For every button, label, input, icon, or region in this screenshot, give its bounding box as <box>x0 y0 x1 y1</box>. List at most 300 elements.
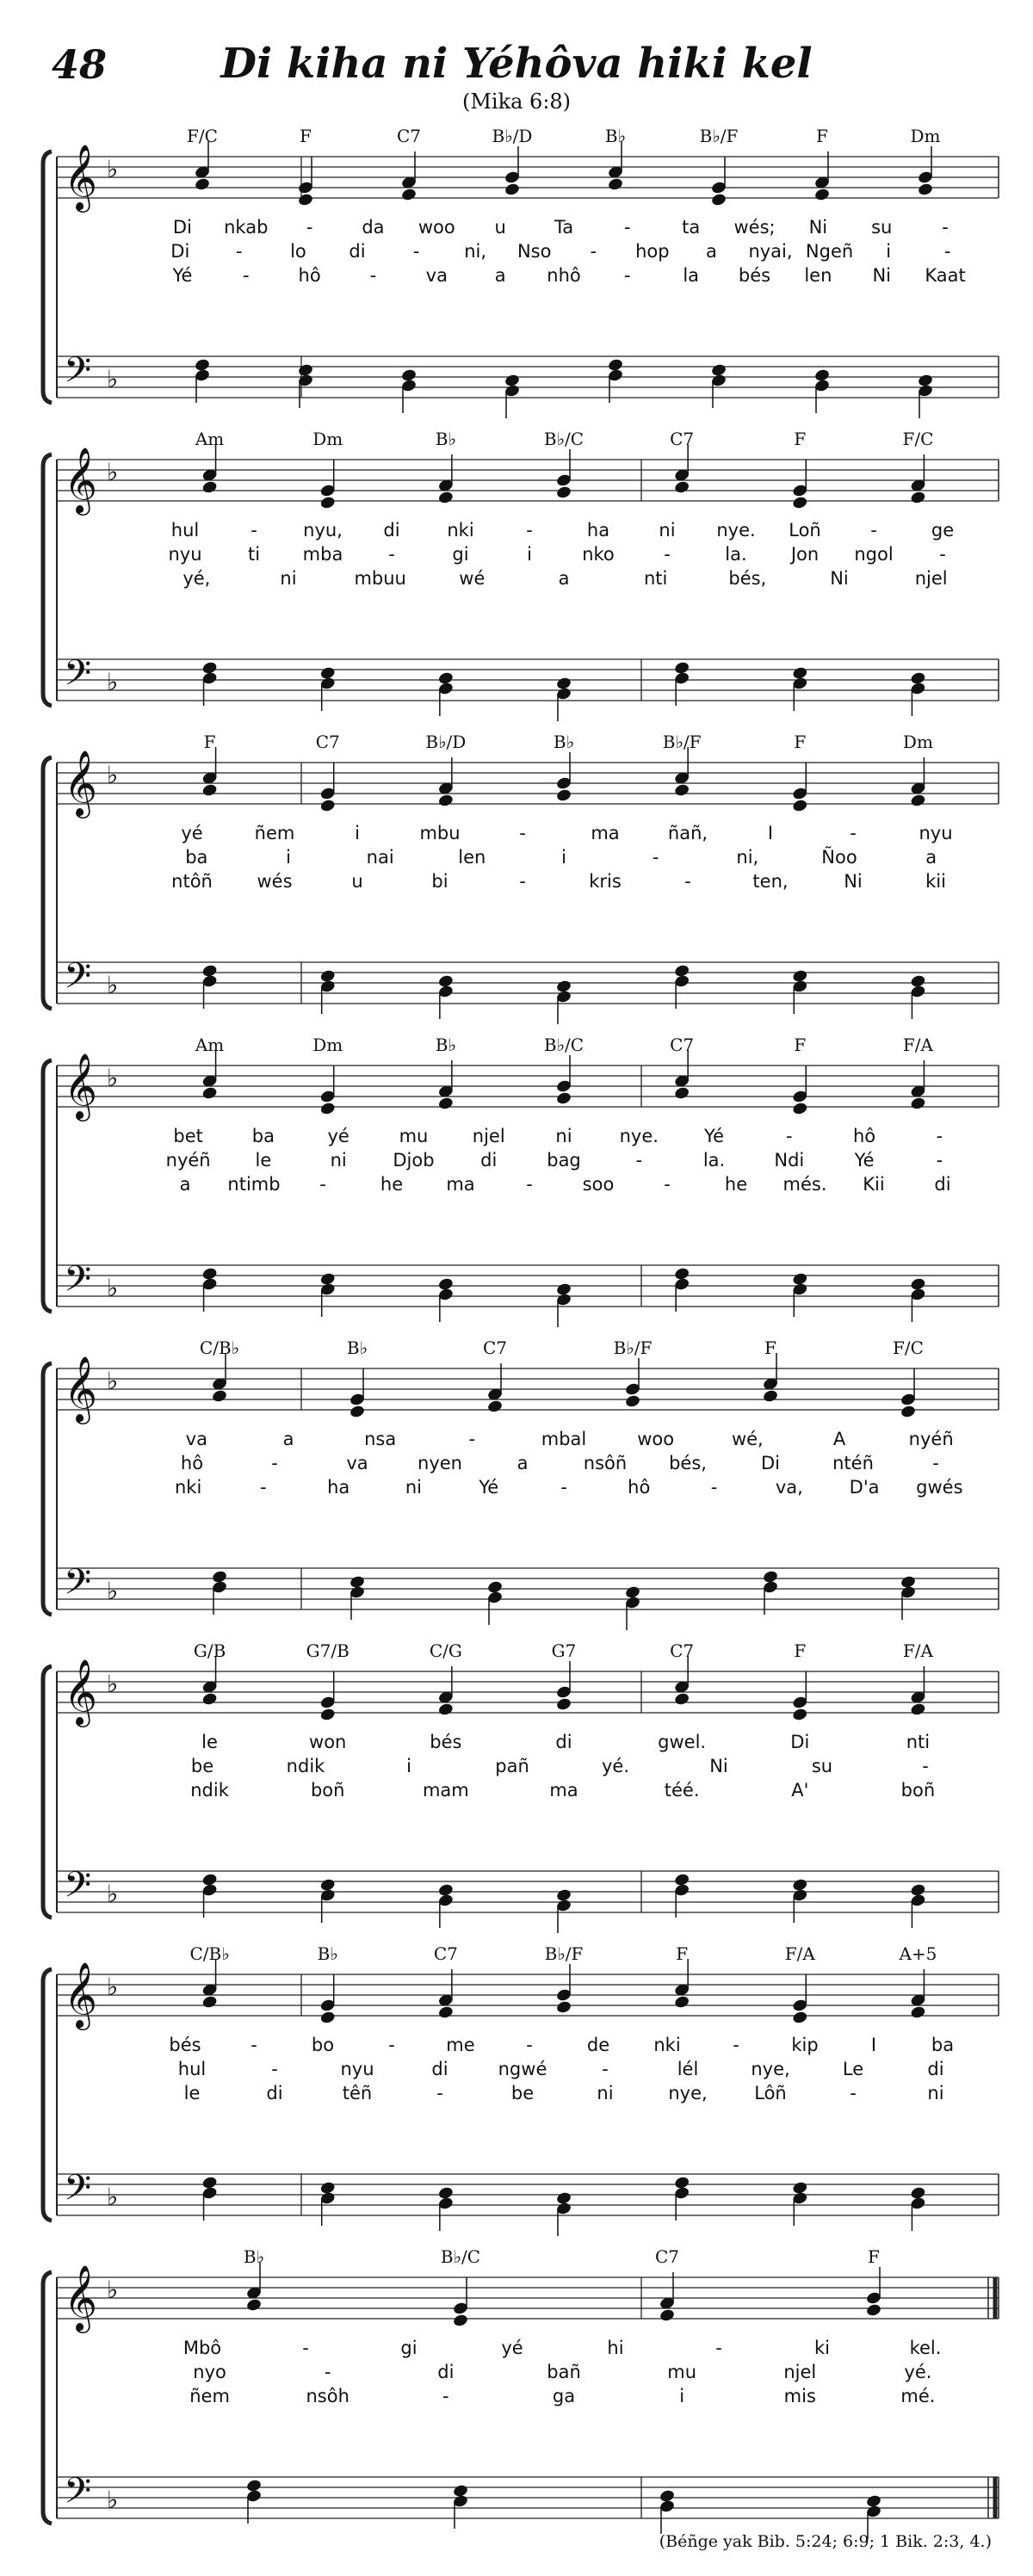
chord-symbol: F <box>868 2246 880 2267</box>
lyric-verse-2: i <box>886 241 892 262</box>
lyric-verse-2: a <box>925 847 937 868</box>
lyric-verse-3: - <box>624 265 631 286</box>
chord-symbol: C7 <box>670 1640 695 1661</box>
lyric-verse-1: I <box>870 2035 877 2055</box>
lyric-verse-1: - <box>468 1429 476 1449</box>
lyric-verse-3: len <box>804 265 832 286</box>
chord-symbol: C/B♭ <box>199 1337 240 1358</box>
lyric-verse-1: njel <box>472 1126 505 1146</box>
lyric-verse-2: la. <box>725 544 747 565</box>
lyric-verse-3: gwés <box>916 1477 963 1498</box>
lyric-verse-1: ba <box>251 1126 275 1146</box>
music-system <box>0 1035 1033 1335</box>
lyric-verse-3: ha <box>327 1477 350 1498</box>
lyric-verse-1: ni <box>555 1126 572 1146</box>
lyric-verse-1: - <box>715 2338 722 2358</box>
lyric-verse-1: nki <box>653 2035 681 2055</box>
lyric-verse-3: yé, <box>182 568 211 589</box>
lyric-verse-3: Kaat <box>925 265 966 286</box>
lyric-verse-3: A' <box>791 1780 809 1801</box>
lyric-verse-1: - <box>526 520 533 541</box>
lyric-verse-1: di <box>555 1732 572 1752</box>
chord-symbol: C7 <box>433 1943 458 1964</box>
lyric-verse-3: têñ <box>342 2083 373 2103</box>
lyric-verse-1: yé <box>181 823 203 843</box>
lyric-verse-3: téé. <box>664 1780 700 1801</box>
lyric-verse-3: nki <box>174 1477 202 1498</box>
lyric-verse-1: yé <box>501 2338 523 2358</box>
lyric-verse-3: njel <box>914 568 948 589</box>
chord-symbol: B♭/D <box>425 732 467 752</box>
chord-symbol: B♭ <box>346 1337 368 1358</box>
lyric-verse-2: - <box>943 241 951 262</box>
lyric-verse-3: nhô <box>547 265 581 286</box>
lyric-verse-3: boñ <box>900 1780 936 1801</box>
chord-symbol: F/C <box>902 429 934 449</box>
lyric-verse-2: - <box>652 847 659 868</box>
lyric-verse-2: Ni <box>709 1756 728 1776</box>
lyric-verse-2: - <box>635 1150 643 1171</box>
lyric-verse-2: ni <box>330 1150 347 1171</box>
staff-graphic <box>0 735 1033 1032</box>
lyric-verse-2: - <box>388 544 395 565</box>
lyric-verse-1: ta <box>682 217 701 238</box>
svg-text:𝄞: 𝄞 <box>64 2264 98 2331</box>
chord-symbol: B♭/C <box>543 429 585 449</box>
song-title: Di kiha ni Yéhôva hiki kel <box>220 40 813 88</box>
lyric-verse-1: va <box>185 1429 207 1449</box>
chord-symbol: F/C <box>187 126 218 146</box>
lyric-verse-1: nki <box>447 520 474 541</box>
chord-symbol: C7 <box>654 2246 680 2267</box>
chord-symbol: F/A <box>784 1943 815 1964</box>
chord-symbol: C7 <box>670 429 695 449</box>
svg-text:♭: ♭ <box>107 1880 119 1908</box>
chord-symbol: C7 <box>482 1337 508 1358</box>
svg-text:𝄞: 𝄞 <box>64 447 98 513</box>
lyric-verse-1: nye. <box>619 1126 659 1146</box>
lyric-verse-1: yé <box>327 1126 349 1146</box>
lyric-verse-1: nti <box>906 1732 931 1752</box>
svg-text:♭: ♭ <box>107 458 119 486</box>
lyric-verse-1: Di <box>172 217 192 238</box>
lyric-verse-2: i <box>527 544 532 565</box>
lyric-verse-3: - <box>436 2083 443 2103</box>
lyric-verse-2: hô <box>180 1453 204 1473</box>
lyric-verse-2: - <box>939 544 946 565</box>
lyric-verse-2: nyo <box>193 2362 226 2382</box>
lyric-verse-2: nko <box>582 544 615 565</box>
lyric-verse-1: woo <box>637 1429 675 1449</box>
lyric-verse-1: da <box>362 217 385 238</box>
lyric-verse-3: Ni <box>872 265 891 286</box>
lyric-verse-1: nyéñ <box>908 1429 954 1449</box>
lyric-verse-2: bañ <box>547 2362 581 2382</box>
svg-text:𝄢: 𝄢 <box>64 652 92 702</box>
lyric-verse-2: i <box>406 1756 411 1776</box>
lyric-verse-2: va <box>346 1453 368 1473</box>
music-system <box>0 429 1033 729</box>
lyric-verse-3: hô <box>298 265 321 286</box>
lyric-verse-2: le <box>255 1150 272 1171</box>
bible-references: (Béñge yak Bib. 5:24; 6:9; 1 Bik. 2:3, 4.) <box>659 2532 992 2551</box>
lyric-verse-2: Di <box>760 1453 781 1473</box>
svg-text:♭: ♭ <box>107 155 119 183</box>
lyric-verse-3: nti <box>643 568 668 589</box>
lyric-verse-2: nyu <box>168 544 202 565</box>
lyric-verse-1: su <box>871 217 893 238</box>
music-system <box>0 2246 1033 2547</box>
lyric-verse-1: hi <box>607 2338 624 2358</box>
lyric-verse-3: i <box>679 2386 685 2406</box>
lyric-verse-1: bet <box>173 1126 203 1146</box>
lyric-verse-1: wé, <box>731 1429 764 1449</box>
lyric-verse-3: ma <box>446 1174 475 1195</box>
lyric-verse-1: nyu, <box>303 520 343 541</box>
chord-symbol: F <box>794 732 807 752</box>
chord-symbol: Dm <box>312 429 343 449</box>
lyric-verse-2: a <box>516 1453 529 1473</box>
lyric-verse-3: més. <box>782 1174 827 1195</box>
chord-symbol: C7 <box>396 126 422 146</box>
lyric-verse-3: bés, <box>728 568 767 589</box>
lyric-verse-3: mbuu <box>354 568 406 589</box>
lyric-verse-3: bés <box>738 265 771 286</box>
staff-graphic <box>0 432 1033 729</box>
chord-symbol: B♭/F <box>613 1337 653 1358</box>
lyric-verse-2: a <box>705 241 717 262</box>
lyric-verse-3: kii <box>925 871 946 892</box>
lyric-verse-1: - <box>519 823 526 843</box>
chord-symbol: B♭ <box>435 429 456 449</box>
chord-symbol: B♭/F <box>699 126 739 146</box>
chord-symbol: G7 <box>551 1640 577 1661</box>
lyric-verse-1: ge <box>931 520 955 541</box>
lyric-verse-2: bés, <box>669 1453 707 1473</box>
lyric-verse-3: hô <box>628 1477 651 1498</box>
lyric-verse-1: wés; <box>733 217 776 238</box>
lyric-verse-1: - <box>306 217 313 238</box>
svg-text:𝄞: 𝄞 <box>64 750 98 816</box>
lyric-verse-3: Kii <box>863 1174 885 1195</box>
lyric-verse-1: bo <box>311 2035 335 2055</box>
lyric-verse-3: - <box>242 265 250 286</box>
lyric-verse-2: pañ <box>495 1756 529 1776</box>
music-system <box>0 126 1033 426</box>
lyric-verse-3: ni <box>280 568 297 589</box>
lyric-verse-2: nyéñ <box>165 1150 211 1171</box>
lyric-verse-2: Djob <box>393 1150 435 1171</box>
chord-symbol: B♭ <box>553 732 575 752</box>
music-system <box>0 732 1033 1032</box>
lyric-verse-3: - <box>260 1477 267 1498</box>
lyric-verse-2: ndik <box>286 1756 325 1776</box>
svg-text:𝄢: 𝄢 <box>64 955 92 1005</box>
lyric-verse-1: ni <box>659 520 676 541</box>
chord-symbol: C7 <box>315 732 340 752</box>
music-system <box>0 1943 1033 2244</box>
lyric-verse-1: - <box>388 2035 395 2055</box>
lyric-verse-3: u <box>351 871 363 892</box>
lyric-verse-1: nye. <box>716 520 756 541</box>
lyric-verse-2: - <box>412 241 420 262</box>
lyric-verse-2: yé. <box>601 1756 630 1776</box>
lyric-verse-2: hop <box>635 241 670 262</box>
lyric-verse-1: gi <box>400 2338 418 2358</box>
chord-symbol: Dm <box>312 1035 343 1055</box>
lyric-verse-3: - <box>369 265 377 286</box>
lyric-verse-2: - <box>324 2362 331 2382</box>
lyric-verse-1: i <box>355 823 360 843</box>
music-system <box>0 1640 1033 1941</box>
lyric-verse-2: Jon <box>790 544 820 565</box>
lyric-verse-1: kel. <box>909 2338 942 2358</box>
lyric-verse-3: di <box>266 2083 283 2103</box>
chord-symbol: A+5 <box>899 1943 937 1964</box>
lyric-verse-2: di <box>349 241 366 262</box>
lyric-verse-3: Ni <box>844 871 863 892</box>
lyric-verse-2: Ñoo <box>821 847 857 868</box>
lyric-verse-3: - <box>526 1174 533 1195</box>
page-number: 48 <box>52 41 108 88</box>
lyric-verse-2: nyai, <box>748 241 793 262</box>
lyric-verse-1: di <box>383 520 400 541</box>
lyric-verse-3: ni <box>597 2083 614 2103</box>
lyric-verse-2: - <box>922 1756 929 1776</box>
lyric-verse-3: mé. <box>900 2386 936 2406</box>
svg-text:𝄞: 𝄞 <box>64 1053 98 1119</box>
lyric-verse-1: de <box>586 2035 610 2055</box>
chord-symbol: B♭ <box>317 1943 338 1964</box>
lyric-verse-2: mba <box>302 544 343 565</box>
chord-symbol: B♭ <box>435 1035 456 1055</box>
lyric-verse-3: nsôh <box>306 2386 349 2406</box>
lyric-verse-1: woo <box>418 217 455 238</box>
lyric-verse-3: a <box>494 265 506 286</box>
lyric-verse-3: Ni <box>830 568 849 589</box>
chord-symbol: F/A <box>902 1640 933 1661</box>
lyric-verse-3: ga <box>552 2386 576 2406</box>
lyric-verse-2: Di <box>170 241 190 262</box>
lyric-verse-2: ba <box>185 847 208 868</box>
lyric-verse-3: soo <box>582 1174 615 1195</box>
lyric-verse-1: - <box>850 823 857 843</box>
lyric-verse-2: nsôñ <box>583 1453 628 1473</box>
lyric-verse-3: di <box>934 1174 951 1195</box>
lyric-verse-1: - <box>870 520 877 541</box>
lyric-verse-2: - <box>602 2059 609 2079</box>
lyric-verse-2: Le <box>842 2059 864 2079</box>
svg-text:♭: ♭ <box>107 1973 119 2001</box>
chord-symbol: B♭/C <box>440 2246 481 2267</box>
svg-text:♭: ♭ <box>107 1064 119 1092</box>
lyric-verse-2: ngwé <box>498 2059 547 2079</box>
svg-text:𝄞: 𝄞 <box>64 1356 98 1422</box>
lyric-verse-1: Ta <box>554 217 574 238</box>
lyric-verse-2: di <box>437 2362 455 2382</box>
lyric-verse-1: ma <box>591 823 620 843</box>
svg-text:♭: ♭ <box>107 2486 119 2514</box>
lyric-verse-3: - <box>442 2386 449 2406</box>
chord-symbol: F <box>203 732 216 752</box>
lyric-verse-1: Mbô <box>182 2338 222 2358</box>
lyric-verse-2: Ngeñ <box>805 241 854 262</box>
chord-symbol: C/G <box>429 1640 462 1661</box>
chord-symbol: B♭ <box>243 2246 265 2267</box>
lyric-verse-1: u <box>494 217 506 238</box>
lyric-verse-3: mis <box>783 2386 816 2406</box>
chord-symbol: B♭/F <box>662 732 702 752</box>
svg-text:𝄢: 𝄢 <box>64 2470 92 2520</box>
lyric-verse-1: - <box>936 1126 943 1146</box>
lyric-verse-1: gwel. <box>658 1732 707 1752</box>
lyric-verse-1: kip <box>791 2035 819 2055</box>
lyric-verse-2: di <box>480 1150 498 1171</box>
lyric-verse-2: - <box>664 544 671 565</box>
lyric-verse-1: - <box>302 2338 309 2358</box>
lyric-verse-1: - <box>624 217 631 238</box>
lyric-verse-2: lo <box>290 241 306 262</box>
chord-symbol: C7 <box>670 1035 695 1055</box>
lyric-verse-3: la <box>683 265 700 286</box>
lyric-verse-2: su <box>811 1756 833 1776</box>
lyric-verse-2: lél <box>677 2059 699 2079</box>
lyric-verse-2: gi <box>452 544 469 565</box>
lyric-verse-1: - <box>786 1126 793 1146</box>
lyric-verse-2: - <box>932 1453 939 1473</box>
chord-symbol: G/B <box>193 1640 226 1661</box>
lyric-verse-3: be <box>510 2083 535 2103</box>
lyric-verse-1: me <box>446 2035 475 2055</box>
chord-symbol: F <box>764 1337 776 1358</box>
scripture-reference: (Mika 6:8) <box>461 90 572 114</box>
lyric-verse-3: va <box>425 265 448 286</box>
chord-symbol: F <box>794 429 807 449</box>
chord-symbol: B♭ <box>604 126 627 146</box>
svg-text:♭: ♭ <box>107 1577 119 1605</box>
lyric-verse-2: bag <box>547 1150 581 1171</box>
svg-text:𝄢: 𝄢 <box>64 349 92 399</box>
lyric-verse-1: mbu <box>419 823 461 843</box>
svg-text:♭: ♭ <box>107 1367 119 1395</box>
lyric-verse-1: - <box>733 2035 739 2055</box>
lyric-verse-3: a <box>558 568 570 589</box>
chord-symbol: Am <box>195 1035 225 1055</box>
lyric-verse-2: Yé <box>854 1150 875 1171</box>
lyric-verse-3: he <box>724 1174 748 1195</box>
lyric-verse-1: Loñ <box>789 520 821 541</box>
svg-text:♭: ♭ <box>107 2276 119 2304</box>
lyric-verse-1: a <box>282 1429 294 1449</box>
lyric-verse-1: A <box>832 1429 846 1449</box>
lyric-verse-2: yé. <box>904 2362 932 2382</box>
lyric-verse-3: wés <box>257 871 293 892</box>
svg-text:𝄞: 𝄞 <box>64 144 98 210</box>
lyric-verse-2: Nso <box>516 241 552 262</box>
lyric-verse-3: ntimb <box>227 1174 281 1195</box>
lyric-verse-2: di <box>927 2059 944 2079</box>
chord-symbol: F/A <box>902 1035 933 1055</box>
lyric-verse-2: - <box>936 1150 943 1171</box>
lyric-verse-3: ma <box>549 1780 578 1801</box>
lyric-verse-3: - <box>319 1174 326 1195</box>
staff-graphic <box>0 2250 1033 2547</box>
lyric-verse-3: Yé <box>172 265 193 286</box>
lyric-verse-1: Yé <box>704 1126 725 1146</box>
svg-text:𝄢: 𝄢 <box>64 1864 92 1914</box>
lyric-verse-1: Di <box>790 1732 810 1752</box>
lyric-verse-1: mu <box>399 1126 429 1146</box>
lyric-verse-1: - <box>251 2035 257 2055</box>
chord-symbol: B♭/F <box>544 1943 584 1964</box>
chord-symbol: F <box>794 1640 807 1661</box>
lyric-verse-1: hô <box>852 1126 876 1146</box>
chord-symbol: F <box>794 1035 807 1055</box>
lyric-verse-1: - <box>942 217 949 238</box>
staff-graphic <box>0 1644 1033 1941</box>
lyric-verse-1: nsa <box>364 1429 397 1449</box>
lyric-verse-1: ki <box>814 2338 830 2358</box>
lyric-verse-2: nyu <box>340 2059 374 2079</box>
lyric-verse-3: boñ <box>310 1780 345 1801</box>
svg-text:♭: ♭ <box>107 668 119 696</box>
chord-symbol: F/C <box>893 1337 924 1358</box>
lyric-verse-2: Ndi <box>774 1150 805 1171</box>
chord-symbol: Dm <box>910 126 941 146</box>
svg-text:𝄢: 𝄢 <box>64 1561 92 1611</box>
lyric-verse-3: - <box>710 1477 718 1498</box>
lyric-verse-3: he <box>380 1174 404 1195</box>
chord-symbol: G7/B <box>306 1640 349 1661</box>
lyric-verse-3: bi <box>431 871 448 892</box>
lyric-verse-1: - <box>526 2035 533 2055</box>
lyric-verse-2: nyen <box>418 1453 462 1473</box>
svg-text:♭: ♭ <box>107 1670 119 1698</box>
lyric-verse-2: - <box>236 241 243 262</box>
chord-symbol: F <box>676 1943 689 1964</box>
lyric-verse-1: won <box>309 1732 347 1752</box>
lyric-verse-2: ntéñ <box>832 1453 874 1473</box>
lyric-verse-1: ñem <box>254 823 295 843</box>
chord-symbol: Am <box>195 429 225 449</box>
lyric-verse-3: a <box>179 1174 191 1195</box>
lyric-verse-3: ni <box>405 1477 423 1498</box>
svg-text:♭: ♭ <box>107 971 119 999</box>
lyric-verse-3: - <box>560 1477 567 1498</box>
lyric-verse-1: ha <box>586 520 610 541</box>
lyric-verse-2: mu <box>667 2362 697 2382</box>
lyric-verse-1: ñañ, <box>667 823 708 843</box>
lyric-verse-1: nkab <box>224 217 269 238</box>
chord-symbol: B♭/C <box>543 1035 585 1055</box>
lyric-verse-2: ti <box>247 544 261 565</box>
svg-text:𝄢: 𝄢 <box>64 1258 92 1308</box>
lyric-verse-3: va, <box>775 1477 803 1498</box>
svg-text:♭: ♭ <box>107 761 119 789</box>
svg-text:𝄞: 𝄞 <box>64 1659 98 1725</box>
chord-symbol: Dm <box>902 732 933 752</box>
lyric-verse-2: - <box>271 1453 278 1473</box>
lyric-verse-3: ni <box>927 2083 944 2103</box>
lyric-verse-3: - <box>684 871 691 892</box>
lyric-verse-3: wé <box>459 568 486 589</box>
lyric-verse-3: ñem <box>189 2386 230 2406</box>
lyric-verse-2: nai <box>366 847 394 868</box>
lyric-verse-3: D'a <box>849 1477 880 1498</box>
chord-symbol: B♭/D <box>492 126 533 146</box>
chord-symbol: F <box>816 126 828 146</box>
lyric-verse-3: kris <box>589 871 622 892</box>
